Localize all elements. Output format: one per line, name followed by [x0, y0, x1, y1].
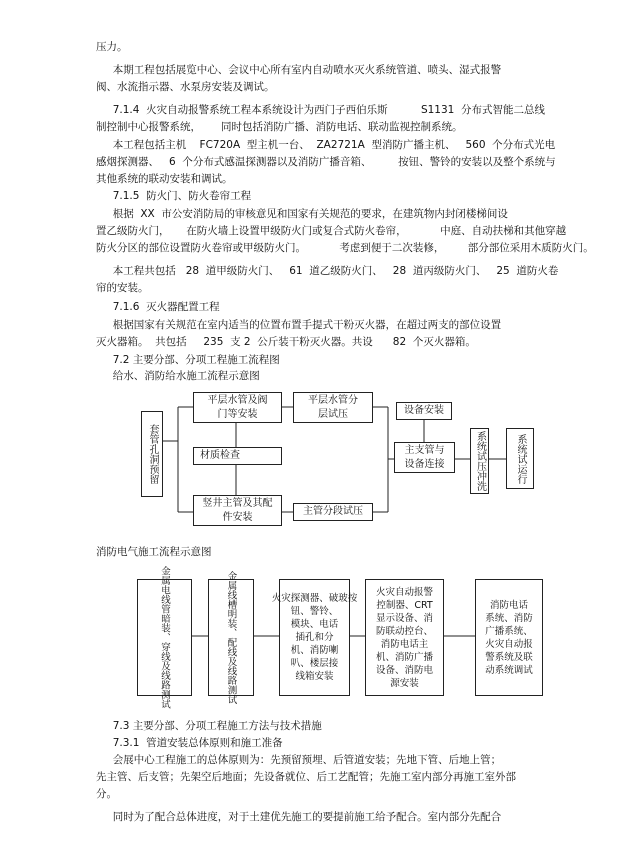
text-line: 本工程共包括 28 道甲级防火门、 61 道乙级防火门、 28 道丙级防火门、 25 道防火卷: [96, 265, 559, 277]
diagram-caption: 消防电气施工流程示意图: [96, 546, 212, 558]
text-line: 防火分区的部位设置防火卷帘或甲级防火门。 考虑到便于二次装修， 部分部位采用木质防火门。: [96, 242, 594, 254]
box-main-branch-connect: 主支管与 设备连接: [394, 442, 455, 473]
box-sleeve-reserve: 套管孔洞预留: [141, 411, 163, 497]
section-heading: 7.3.1 管道安装总体原则和施工准备: [96, 737, 283, 749]
text-line: 本期工程包括展览中心、会议中心所有室内自动喷水灭火系统管道、喷头、湿式报警: [96, 64, 502, 76]
text-line: 压力。: [96, 41, 128, 53]
text-line: 感烟探测器、 6 个分布式感温探测器以及消防广播音箱、 按钮、警铃的安装以及整个系统与: [96, 156, 556, 168]
box-equipment-install: 设备安装: [396, 402, 452, 420]
text-line: 灭火器箱。 共包括 235 支 2 公斤装干粉灭火器。共设 82 个灭火器箱。: [96, 336, 476, 348]
box-controller-install: 火灾自动报警 控制器、CRT 显示设备、消 防联动控台、 消防电话主 机、消防广播 设备、消防电 源安装: [365, 579, 444, 696]
box-riser-install: 竖井主管及其配 件安装: [193, 495, 282, 526]
section-heading: 7.1.5 防火门、防火卷帘工程: [96, 190, 252, 202]
section-heading: 7.1.6 灭火器配置工程: [96, 301, 220, 313]
text-line: 制控制中心报警系统， 同时包括消防广播、消防电话、联动监视控制系统。: [96, 121, 463, 133]
text-line: 会展中心工程施工的总体原则为：先预留预埋、后管道安装；先地下管、后地上管；: [96, 754, 502, 766]
section-heading: 7.2 主要分部、分项工程施工流程图: [96, 354, 280, 366]
text-line: 同时为了配合总体进度，对于土建优先施工的要提前施工给予配合。室内部分先配合: [96, 811, 502, 823]
box-system-flush: 系统试压冲洗: [470, 428, 489, 494]
box-detector-install: 火灾探测器、破玻按 钮、警铃、 模块、电话 插孔和分 机、消防喇 叭、楼层接 线箱安装: [279, 579, 350, 696]
text-line: 先主管、后支管；先架空后地面；先设备就位、后工艺配管；先施工室内部分再施工室外部: [96, 771, 516, 783]
box-system-trial-run: 系统试运行: [506, 428, 534, 489]
box-floor-pipe-test: 平层水管分 层试压: [293, 392, 373, 423]
box-floor-pipe-valve: 平层水管及阀 门等安装: [193, 392, 282, 423]
text-line: 置乙级防火门， 在防火墙上设置甲级防火门或复合式防火卷帘， 中庭、自动扶梯和其他穿越: [96, 225, 567, 237]
box-conduit-wiring: 金属电线管暗装、穿线及线路测试: [137, 579, 192, 696]
text-line: 本工程包括主机 FC720A 型主机一台、 ZA2721A 型消防广播主机、 560 个分布式光电: [96, 139, 556, 151]
box-material-check: 材质检查: [193, 447, 282, 465]
section-heading: 7.1.4 火灾自动报警系统工程本系统设计为西门子西伯乐斯 S1131 分布式智能二总线: [96, 104, 546, 116]
box-system-debug: 消防电话 系统、消防 广播系统、 火灾自动报 警系统及联 动系统调试: [475, 579, 543, 696]
box-main-pipe-test: 主管分段试压: [293, 503, 373, 521]
text-line: 其他系统的联动安装和调试。: [96, 173, 233, 185]
text-line: 阀、水流指示器、水泵房安装及调试。: [96, 81, 275, 93]
text-line: 帘的安装。: [96, 282, 149, 294]
section-heading: 7.3 主要分部、分项工程施工方法与技术措施: [96, 720, 322, 732]
text-line: 根据国家有关规范在室内适当的位置布置手提式干粉灭火器，在超过两支的部位设置: [96, 319, 502, 331]
text-line: 分。: [96, 788, 117, 800]
box-trunking-wiring: 金属线槽明装、配线及线路测试: [208, 579, 254, 696]
diagram-caption: 给水、消防给水施工流程示意图: [96, 370, 260, 382]
text-line: 根据 XX 市公安消防局的审核意见和国家有关规范的要求，在建筑物内封闭楼梯间设: [96, 208, 508, 220]
